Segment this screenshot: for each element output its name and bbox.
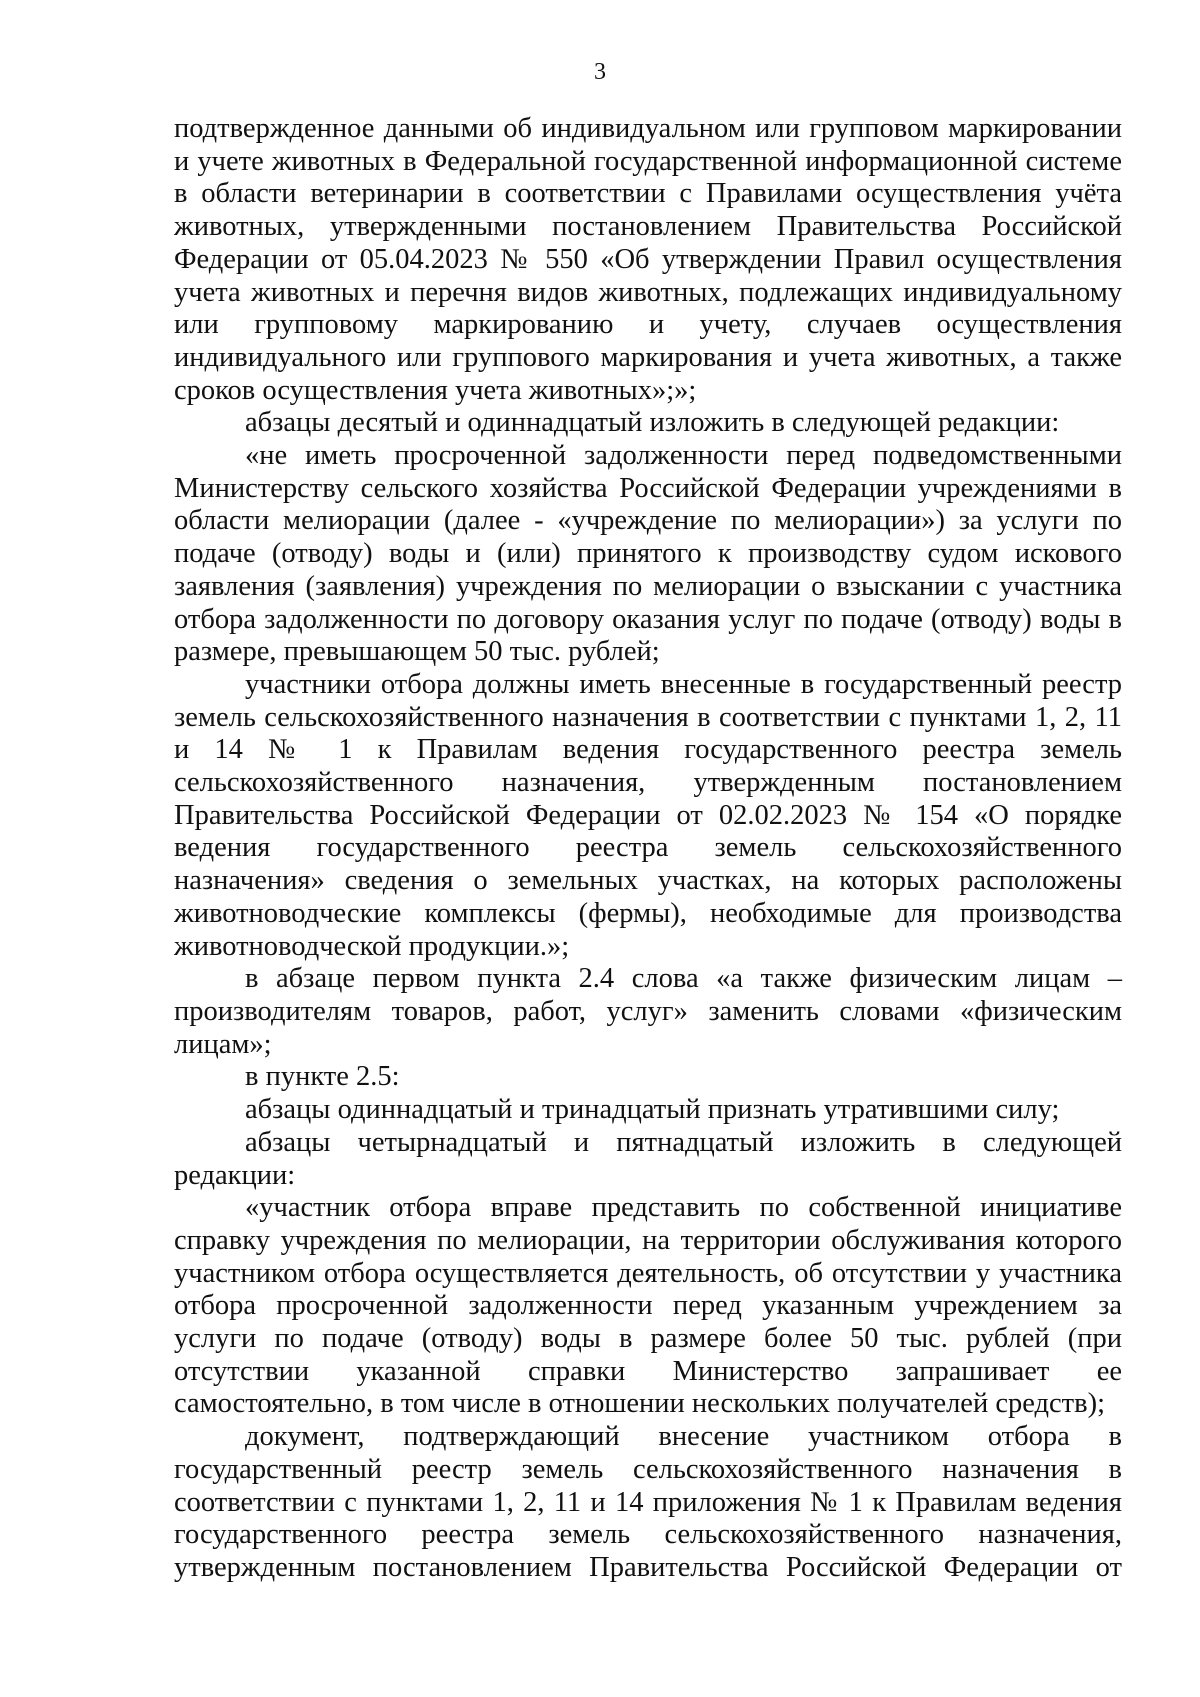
- paragraph: в абзаце первом пункта 2.4 слова «а также физическим лицам – производителям товаров, работ, услуг» заменить словами «физическим лицам»;: [174, 963, 1122, 1060]
- document-body: [174, 113, 1122, 1585]
- paragraph: «не иметь просроченной задолженности перед подведомственными Министерству сельского хозяйства Российской Федерации учреждениями в области мелиорации (далее - «учреждение по мелиорации») за услуги по подаче (отводу) воды и (или) принятого к производству судом искового заявления (заявления) учреждения по мелиорации о взыскании с участника отбора задолженности по договору оказания услуг по подаче (отводу) воды в размере, превышающем 50 тыс. рублей;: [174, 440, 1122, 668]
- paragraph: участники отбора должны иметь внесенные в государственный реестр земель сельскохозяйственного назначения в соответствии с пунктами 1, 2, 11 и 14 № 1 к Правилам ведения государственного реестра земель сельскохозяйственного назначения, утвержденным постановлением Правительства Российской Федерации от 02.02.2023 № 154 «О порядке ведения государственного реестра земель сельскохозяйственного назначения» сведения о земельных участках, на которых расположены животноводческие комплексы (фермы), необходимые для производства животноводческой продукции.»;: [174, 668, 1122, 962]
- page-number: 3: [594, 59, 606, 85]
- paragraph-continuation: подтвержденное данными об индивидуальном или групповом маркировании и учете животных в Федеральной государственной информационной системе в области ветеринарии в соответствии с Правилами осуществления учёта животных, утвержденными постановлением Правительства Российской Федерации от 05.04.2023 № 550 «Об утверждении Правил осуществления учета животных и перечня видов животных, подлежащих индивидуальному или групповому маркированию и учету, случаев осуществления индивидуального или группового маркирования и учета животных, а также сроков осуществления учета животных»;»;: [174, 113, 1122, 406]
- paragraph: «участник отбора вправе представить по собственной инициативе справку учреждения по мелиорации, на территории обслуживания которого участником отбора осуществляется деятельность, об отсутствии у участника отбора просроченной задолженности перед указанным учреждением за услуги по подаче (отводу) воды в размере более 50 тыс. рублей (при отсутствии указанной справки Министерство запрашивает ее самостоятельно, в том числе в отношении нескольких получателей средств);: [174, 1192, 1122, 1420]
- paragraph: абзацы одиннадцатый и тринадцатый признать утратившими силу;: [245, 1094, 1060, 1126]
- paragraph: абзацы десятый и одиннадцатый изложить в следующей редакции:: [245, 407, 1060, 439]
- paragraph: абзацы четырнадцатый и пятнадцатый изложить в следующей редакции:: [174, 1126, 1122, 1191]
- paragraph-continues-next-page: документ, подтверждающий внесение участником отбора в государственный реестр земель сельскохозяйственного назначения в соответствии с пунктами 1, 2, 11 и 14 приложения № 1 к Правилам ведения государственного реестра земель сельскохозяйственного назначения, утвержденным постановлением Правительства Российской Федерации от: [174, 1421, 1122, 1583]
- paragraph: в пункте 2.5:: [245, 1061, 400, 1093]
